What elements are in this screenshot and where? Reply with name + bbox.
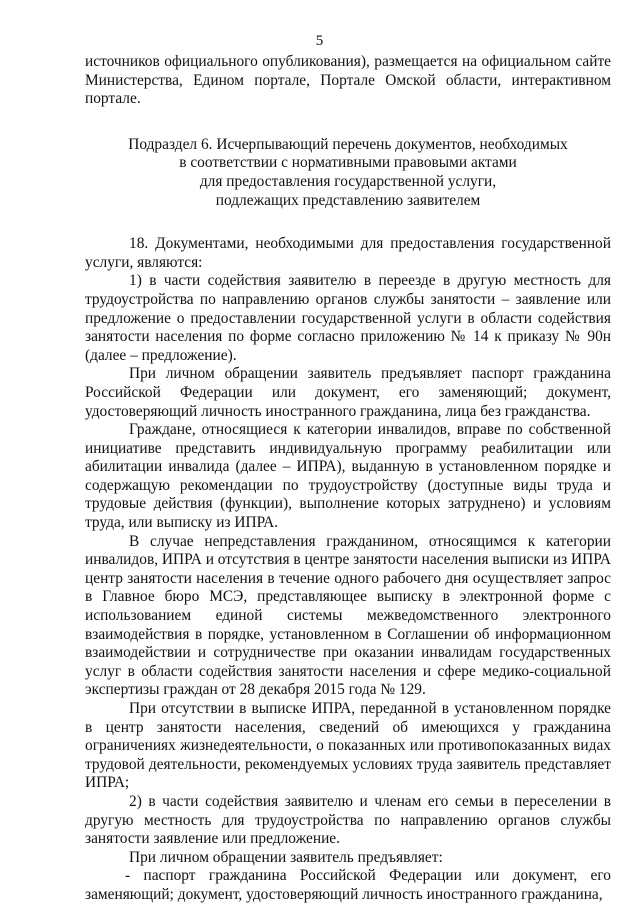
heading-line-4: подлежащих представлению заявителем bbox=[215, 191, 481, 209]
heading-line-3: для предоставления государственной услуги, bbox=[199, 172, 497, 190]
paragraph-passport: При личном обращении заявитель предъявляет паспорт гражданина Российской Федерации или документ, его заменяющий; документ, удостоверяющий личность иностранного гражданина, лица без гражданства. bbox=[85, 365, 611, 420]
paragraph-18: 18. Документами, необходимыми для предоставления государственной услуги, являются: bbox=[85, 235, 611, 271]
heading-line-2: в соответствии с нормативными правовыми актами bbox=[179, 154, 517, 172]
paragraph-item-1: 1) в части содействия заявителю в переезде в другую местность для трудоустройства по направлению органов службы занятости – заявление или предложение о предоставлении государственной услуги в области содействия занятости населения по форме согласно приложению № 14 к приказу № 90н (далее – предложение). bbox=[85, 272, 611, 364]
paragraph-disabled-citizens: Граждане, относящиеся к категории инвалидов, вправе по собственной инициативе представить индивидуальную программу реабилитации или абилитации инвалида (далее – ИПРА), выданную в установленном порядке и содержащую рекомендации по трудоустройству (доступные виды труда и трудовые действия (функции), выполнение которых затруднено) и условиям труда, или выписку из ИПРА. bbox=[85, 421, 611, 532]
page-number: 5 bbox=[315, 33, 324, 49]
paragraph-ipra-absence: При отсутствии в выписке ИПРА, переданной в установленном порядке в центр занятости населения, сведений об имеющихся у гражданина ограничениях жизнедеятельности, о показанных или противопоказанных видах трудовой деятельности, рекомендуемых условиях труда заявитель представляет ИПРА; bbox=[85, 700, 611, 792]
heading-line-1: Подраздел 6. Исчерпывающий перечень документов, необходимых bbox=[128, 135, 568, 153]
paragraph-personal-appeal: При личном обращении заявитель предъявляет: bbox=[129, 848, 443, 866]
paragraph-item-2: 2) в части содействия заявителю и членам его семьи в переселении в другую местность для трудоустройства по направлению органов службы занятости заявление или предложение. bbox=[85, 792, 611, 848]
paragraph-ipra-request: В случае непредставления гражданином, относящимся к категории инвалидов, ИПРА и отсутствия в центре занятости населения выписки из ИПРА центр занятости населения в течение одного рабочего дня осуществляет запрос в Главное бюро МСЭ, представляющее выписку в электронной форме с использованием единой системы межведомственного электронного взаимодействия в порядке, установленном в Соглашении об информационном взаимодействии и сотрудничестве при оказании инвалидам государственных услуг в области содействия занятости населения и сфере медико-социальной экспертизы граждан от 28 декабря 2015 года № 129. bbox=[85, 532, 611, 699]
subsection-heading bbox=[85, 136, 611, 210]
paragraph-continuation: источников официального опубликования), размещается на официальном сайте Министерства, Едином портале, Портале Омской области, интерактивном портале. bbox=[85, 53, 611, 108]
document-body bbox=[85, 53, 611, 905]
list-item-passport: - паспорт гражданина Российской Федерации или документ, его заменяющий; документ, удостоверяющий личность иностранного гражданина, bbox=[85, 867, 611, 903]
